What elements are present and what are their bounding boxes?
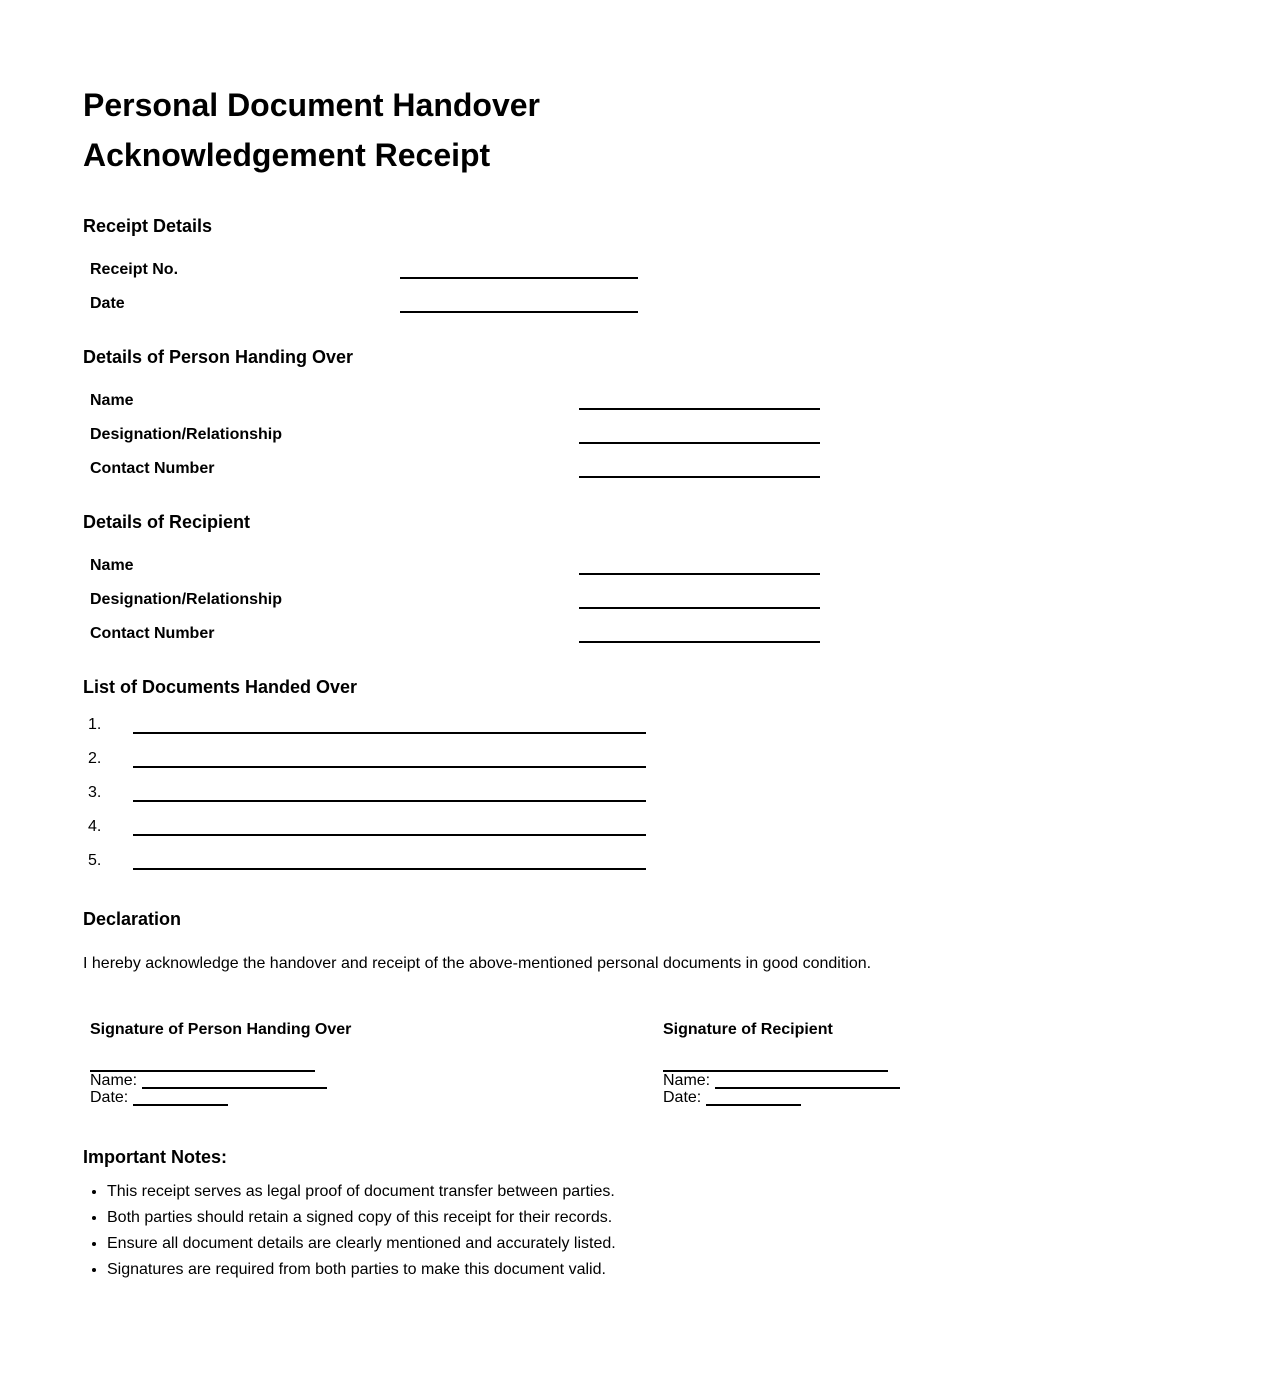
signature-handing-over-date-row [90, 1089, 663, 1106]
document-number-2: 2. [88, 750, 102, 767]
note-item-4: • Signatures are required from both parties to make this document valid. [107, 1259, 1203, 1280]
handover-name-label: Name [90, 392, 134, 409]
note-item-2: • Both parties should retain a signed copy of this receipt for their records. [107, 1207, 1203, 1228]
document-list-heading: List of Documents Handed Over [83, 677, 358, 697]
note-item-1: • This receipt serves as legal proof of document transfer between parties. [107, 1181, 1203, 1202]
document-blank-line-3 [133, 800, 646, 802]
signature-recipient-line [663, 1056, 888, 1072]
document-row-4 [83, 802, 1203, 836]
recipient-contact-label: Contact Number [90, 625, 215, 642]
section-declaration [83, 909, 1203, 974]
signature-recipient-date-row [663, 1089, 1236, 1106]
signature-recipient-date-label: Date: [663, 1089, 702, 1106]
field-row-handover-designation [83, 410, 1203, 444]
document-blank-line-1 [133, 732, 646, 734]
recipient-contact-blank-line [579, 641, 820, 643]
receipt-no-label: Receipt No. [90, 261, 179, 278]
recipient-heading: Details of Recipient [83, 512, 251, 532]
section-important-notes [83, 1147, 1203, 1280]
section-signatures [83, 1019, 1203, 1106]
signature-handing-over-name-label: Name: [90, 1072, 138, 1089]
field-row-handover-name [83, 376, 1203, 410]
document-row-2 [83, 734, 1203, 768]
document-blank-line-5 [133, 868, 646, 870]
signature-handing-over-heading: Signature of Person Handing Over [90, 1021, 352, 1038]
signature-block-recipient [663, 1019, 1236, 1106]
signature-handing-over-date-label: Date: [90, 1089, 129, 1106]
document-row-5 [83, 836, 1203, 870]
document-number-3: 3. [88, 784, 102, 801]
recipient-name-blank-line [579, 573, 820, 575]
signature-recipient-name-label: Name: [663, 1072, 711, 1089]
document-blank-line-2 [133, 766, 646, 768]
section-person-handing-over [83, 347, 1203, 478]
signature-handing-over-date-blank [133, 1096, 228, 1106]
field-row-recipient-name [83, 541, 1203, 575]
field-row-receipt-no [83, 245, 1203, 279]
receipt-no-blank-line [400, 277, 638, 279]
declaration-heading: Declaration [83, 909, 182, 929]
document-row-1 [83, 700, 1203, 734]
note-item-3: • Ensure all document details are clearly mentioned and accurately listed. [107, 1233, 1203, 1254]
page-title-line2: Acknowledgement Receipt [83, 137, 491, 173]
recipient-designation-label: Designation/Relationship [90, 591, 283, 608]
section-document-list [83, 677, 1203, 870]
page-title-line1: Personal Document Handover [83, 87, 540, 123]
receipt-date-label: Date [90, 295, 125, 312]
handover-designation-label: Designation/Relationship [90, 426, 283, 443]
handover-designation-blank-line [579, 442, 820, 444]
field-row-receipt-date [83, 279, 1203, 313]
section-recipient [83, 512, 1203, 643]
document-blank-line-4 [133, 834, 646, 836]
recipient-name-label: Name [90, 557, 134, 574]
document-number-1: 1. [88, 716, 102, 733]
important-notes-list [83, 1181, 1203, 1280]
important-notes-heading: Important Notes: [83, 1147, 227, 1167]
handover-name-blank-line [579, 408, 820, 410]
signature-recipient-name-row [663, 1072, 1236, 1089]
field-row-handover-contact [83, 444, 1203, 478]
section-receipt-details [83, 216, 1203, 313]
field-row-recipient-designation [83, 575, 1203, 609]
handover-contact-label: Contact Number [90, 460, 215, 477]
declaration-text: I hereby acknowledge the handover and receipt of the above-mentioned personal documents in good condition. [83, 955, 872, 972]
recipient-designation-blank-line [579, 607, 820, 609]
document-number-4: 4. [88, 818, 102, 835]
signature-block-handing-over [90, 1019, 663, 1106]
signature-recipient-heading: Signature of Recipient [663, 1021, 833, 1038]
document-number-5: 5. [88, 852, 102, 869]
signature-handing-over-name-blank [142, 1079, 327, 1089]
signature-recipient-name-blank [715, 1079, 900, 1089]
handover-contact-blank-line [579, 476, 820, 478]
receipt-date-blank-line [400, 311, 638, 313]
document-row-3 [83, 768, 1203, 802]
receipt-details-heading: Receipt Details [83, 216, 213, 236]
signature-recipient-date-blank [706, 1096, 801, 1106]
field-row-recipient-contact [83, 609, 1203, 643]
page-title [83, 80, 1203, 180]
signature-handing-over-line [90, 1056, 315, 1072]
handing-over-heading: Details of Person Handing Over [83, 347, 354, 367]
signature-handing-over-name-row [90, 1072, 663, 1089]
